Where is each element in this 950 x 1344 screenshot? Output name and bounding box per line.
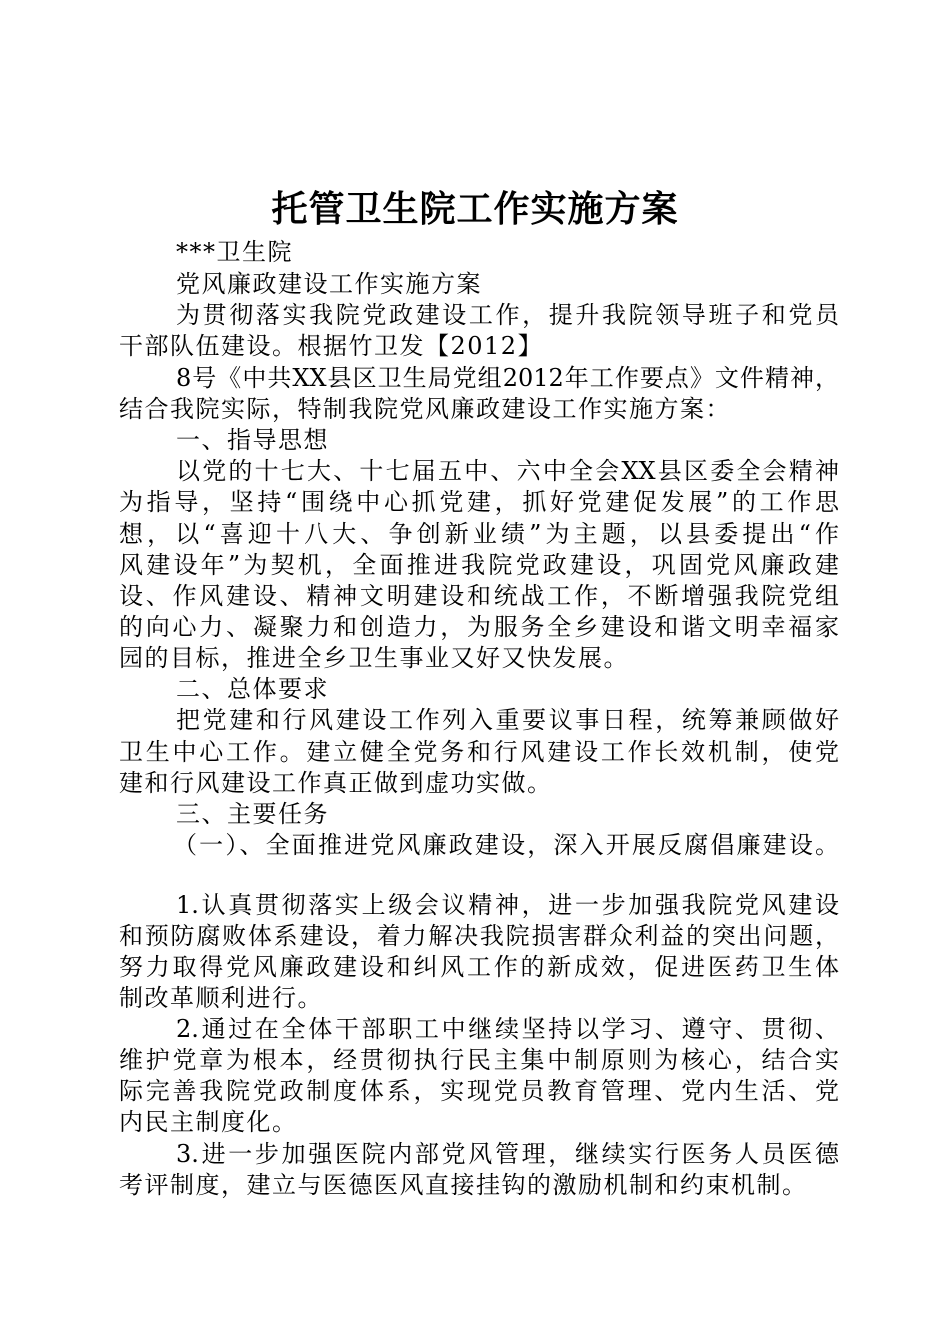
document-title: 托管卫生院工作实施方案 [271,188,679,230]
paragraph-line: 1.认真贯彻落实上级会议精神，进一步加强我院党风建设 [176,891,839,919]
paragraph-line: 干部队伍建设。根据竹卫发【2012】 [119,332,544,360]
paragraph-line: 际完善我院党政制度体系，实现党员教育管理、党内生活、党 [119,1077,839,1105]
paragraph-line: 以党的十七大、十七届五中、六中全会XX县区委全会精神 [176,457,839,485]
paragraph-line: 结合我院实际，特制我院党风廉政建设工作实施方案： [119,395,731,423]
paragraph-line: 为贯彻落实我院党政建设工作，提升我院领导班子和党员 [176,301,839,329]
paragraph-line: 2.通过在全体干部职工中继续坚持以学习、遵守、贯彻、 [176,1015,839,1043]
paragraph-line: 卫生中心工作。建立健全党务和行风建设工作长效机制，使党 [119,738,839,766]
paragraph-line: 想，以“喜迎十八大、争创新业绩”为主题，以县委提出“作 [119,520,839,548]
org-name-line: ***卫生院 [176,238,293,266]
subtitle-line: 党风廉政建设工作实施方案 [176,270,482,298]
paragraph-line: 制改革顺利进行。 [119,984,323,1012]
paragraph-line: 努力取得党风廉政建设和纠风工作的新成效，促进医药卫生体 [119,953,839,981]
section-heading: 二、总体要求 [176,675,329,703]
paragraph-line: 维护党章为根本，经贯彻执行民主集中制原则为核心，结合实 [119,1046,839,1074]
paragraph-line: 和预防腐败体系建设，着力解决我院损害群众利益的突出问题， [119,922,839,950]
paragraph-line: 把党建和行风建设工作列入重要议事日程，统筹兼顾做好 [176,706,839,734]
paragraph-line: 3.进一步加强医院内部党风管理，继续实行医务人员医德 [176,1140,839,1168]
section-heading: 三、主要任务 [176,800,329,828]
section-heading: 一、指导思想 [176,426,329,454]
subsection-heading: （一）、全面推进党风廉政建设，深入开展反腐倡廉建设。 [173,831,839,859]
paragraph-line: 建和行风建设工作真正做到虚功实做。 [119,769,553,797]
paragraph-line: 设、作风建设、精神文明建设和统战工作，不断增强我院党组 [119,582,839,610]
paragraph-line: 风建设年”为契机，全面推进我院党政建设，巩固党风廉政建 [119,551,839,579]
paragraph-line: 考评制度，建立与医德医风直接挂钩的激励机制和约束机制。 [119,1171,808,1199]
paragraph-line: 的向心力、凝聚力和创造力，为服务全乡建设和谐文明幸福家 [119,613,839,641]
paragraph-line: 为指导，坚持“围绕中心抓党建，抓好党建促发展”的工作思 [119,488,839,516]
paragraph-line: 8号《中共XX县区卫生局党组2012年工作要点》文件精神， [176,364,839,392]
paragraph-line: 园的目标，推进全乡卫生事业又好又快发展。 [119,644,629,672]
paragraph-line: 内民主制度化。 [119,1108,298,1136]
